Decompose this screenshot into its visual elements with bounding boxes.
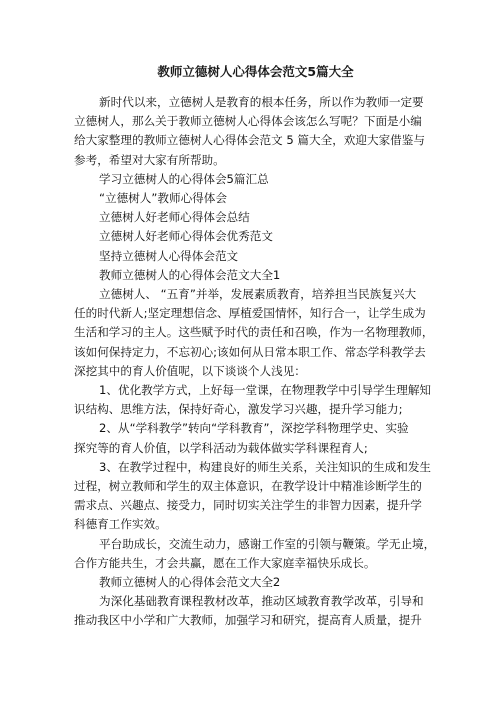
list-item-line: 探究等的育人价值，以学科活动为载体做实学科课程育人; (74, 440, 368, 455)
list-item-line: 1、优化教学方式，上好每一堂课，在物理教学中引导学生理解知 (99, 383, 432, 398)
section-heading: 教师立德树人的心得体会范文大全2 (99, 575, 281, 590)
list-item-line: 2、从“学科教学”转向“学科教育”，深挖学科物理学史、实验 (99, 421, 409, 436)
toc-item: “立德树人”教师心得体会 (99, 191, 227, 206)
paragraph-line: 推动我区中小学和广大教师，加强学习和研究，提高育人质量，提升 (74, 613, 422, 628)
paragraph-line: 为深化基础教育课程教材改革，推动区域教育教学改革，引导和 (99, 594, 424, 609)
list-item-line: 科德育工作实效。 (74, 517, 167, 532)
paragraph-line: 给大家整理的教师立德树人心得体会范文 5 篇大全，欢迎大家借鉴与 (74, 133, 425, 148)
document-title: 教师立德树人心得体会范文5篇大全 (157, 64, 354, 79)
paragraph-line: 参考，希望对大家有所帮助。 (74, 152, 225, 167)
paragraph-line: 深挖其中的育人价值呢，以下谈谈个人浅见： (74, 363, 306, 378)
paragraph-line: 该如何保持定力，不忘初心;该如何从日常本职工作、常态学科教学去 (74, 344, 426, 359)
toc-item: 学习立德树人的心得体会5篇汇总 (99, 171, 269, 186)
paragraph-line: 立德树人，那么关于教师立德树人心得体会该怎么写呢？下面是小编 (74, 114, 422, 129)
paragraph-line: 新时代以来，立德树人是教育的根本任务，所以作为教师一定要 (99, 95, 424, 109)
paragraph-line: 生活和学习的主人。这些赋予时代的责任和召唤，作为一名物理教师， (74, 325, 434, 340)
list-item-line: 过程，树立教师和学生的双主体意识，在教学设计中精准诊断学生的 (74, 479, 422, 494)
paragraph-line: 合作方能共生，才会共赢，愿在工作大家庭幸福快乐成长。 (74, 555, 376, 570)
toc-item: 立德树人好老师心得体会优秀范文 (99, 229, 273, 244)
paragraph-line: 平台助成长，交流生动力，感谢工作室的引领与鞭策。学无止境， (99, 536, 436, 551)
section-heading: 教师立德树人的心得体会范文大全1 (99, 267, 281, 282)
toc-item: 立德树人好老师心得体会总结 (99, 210, 250, 225)
list-item-line: 3、在教学过程中，构建良好的师生关系，关注知识的生成和发生 (99, 459, 432, 474)
list-item-line: 识结构、思维方法，保持好奇心，激发学习兴趣，提升学习能力; (74, 402, 403, 417)
paragraph-line: 任的时代新人;坚定理想信念、厚植爱国情怀，知行合一，让学生成为 (74, 306, 426, 321)
paragraph-line: 立德树人、 “五育”并举，发展素质教育，培养担当民族复兴大 (99, 287, 417, 302)
toc-item: 坚持立德树人心得体会范文 (99, 248, 239, 263)
list-item-line: 需求点、兴趣点、接受力，同时切实关注学生的非智力因素，提升学 (74, 498, 422, 513)
